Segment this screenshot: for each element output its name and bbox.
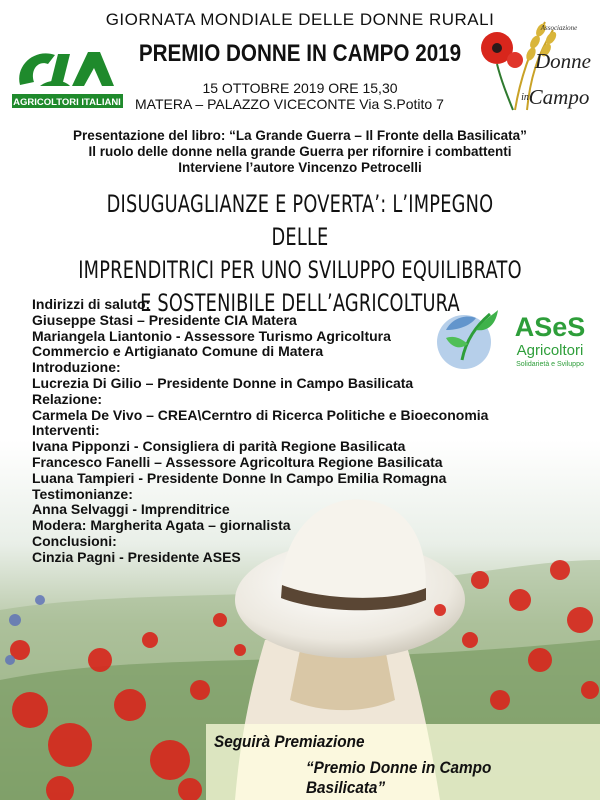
headline-line: DISUGUAGLIANZE E POVERTA’: L’IMPEGNO DELLE bbox=[106, 190, 494, 251]
program-item: Lucrezia Di Gilio – Presidente Donne in Campo Basilicata bbox=[32, 374, 414, 391]
program-heading: Indirizzi di saluto: bbox=[32, 296, 151, 312]
program-item: Carmela De Vivo – CREA\Cerntro di Ricerca Politiche e Bioeconomia bbox=[32, 406, 489, 423]
program-list bbox=[32, 297, 488, 566]
presentation-line: Presentazione del libro: “La Grande Guerra – Il Fronte della Basilicata” bbox=[73, 128, 527, 143]
headline-line: E SOSTENIBILE DELL’AGRICOLTURA bbox=[140, 289, 460, 317]
ases-name: ASeS bbox=[514, 312, 586, 342]
program-heading: Testimonianze: bbox=[32, 485, 133, 502]
program-item: Giuseppe Stasi – Presidente CIA Matera bbox=[32, 311, 297, 328]
award-banner-line1: Seguirà Premiazione bbox=[214, 732, 365, 751]
program-item: Luana Tampieri - Presidente Donne In Campo Emilia Romagna bbox=[32, 469, 447, 486]
presentation-line: Il ruolo delle donne nella grande Guerra per rifornire i combattenti bbox=[88, 144, 512, 159]
event-venue: MATERA – PALAZZO VICECONTE Via S.Potito 7 bbox=[135, 96, 444, 112]
program-item: Cinzia Pagni - Presidente ASES bbox=[32, 548, 241, 565]
presentation-line: Interviene l’autore Vincenzo Petrocelli bbox=[178, 160, 422, 175]
program-heading: Introduzione: bbox=[32, 359, 121, 376]
ases-line2: Solidarietà e Sviluppo bbox=[516, 361, 584, 368]
book-presentation bbox=[0, 128, 600, 176]
program-item: Commercio e Artigianato Comune di Matera bbox=[32, 343, 324, 360]
program-heading: Conclusioni: bbox=[32, 532, 117, 549]
program-item: Francesco Fanelli – Assessore Agricoltura Regione Basilicata bbox=[32, 453, 443, 470]
event-date-time: 15 OTTOBRE 2019 ORE 15,30 bbox=[202, 80, 398, 96]
donne-logo-word-in: in bbox=[521, 92, 529, 103]
donne-logo-small-text: Associazione bbox=[540, 24, 578, 32]
program-item: Modera: Margherita Agata – giornalista bbox=[32, 517, 291, 534]
program-item: Anna Selvaggi - Imprenditrice bbox=[32, 501, 230, 518]
program-heading: Relazione: bbox=[32, 390, 103, 407]
event-name: GIORNATA MONDIALE DELLE DONNE RURALI bbox=[105, 10, 495, 29]
cia-caption: AGRICOLTORI ITALIANI bbox=[13, 97, 121, 108]
program-heading: Interventi: bbox=[32, 422, 100, 439]
ases-line1: Agricoltori bbox=[516, 342, 584, 359]
award-banner-line2: “Premio Donne in Campo Basilicata” bbox=[306, 758, 492, 797]
donne-logo-word-donne: Donne bbox=[535, 49, 591, 73]
headline-line: IMPRENDITRICI PER UNO SVILUPPO EQUILIBRATO bbox=[78, 256, 522, 284]
award-title: PREMIO DONNE IN CAMPO 2019 bbox=[138, 40, 462, 67]
program-item: Ivana Pipponzi - Consigliera di parità Regione Basilicata bbox=[32, 438, 406, 455]
donne-logo-word-campo: Campo bbox=[528, 85, 590, 109]
program-item: Mariangela Liantonio - Assessore Turismo Agricoltura bbox=[32, 327, 391, 344]
